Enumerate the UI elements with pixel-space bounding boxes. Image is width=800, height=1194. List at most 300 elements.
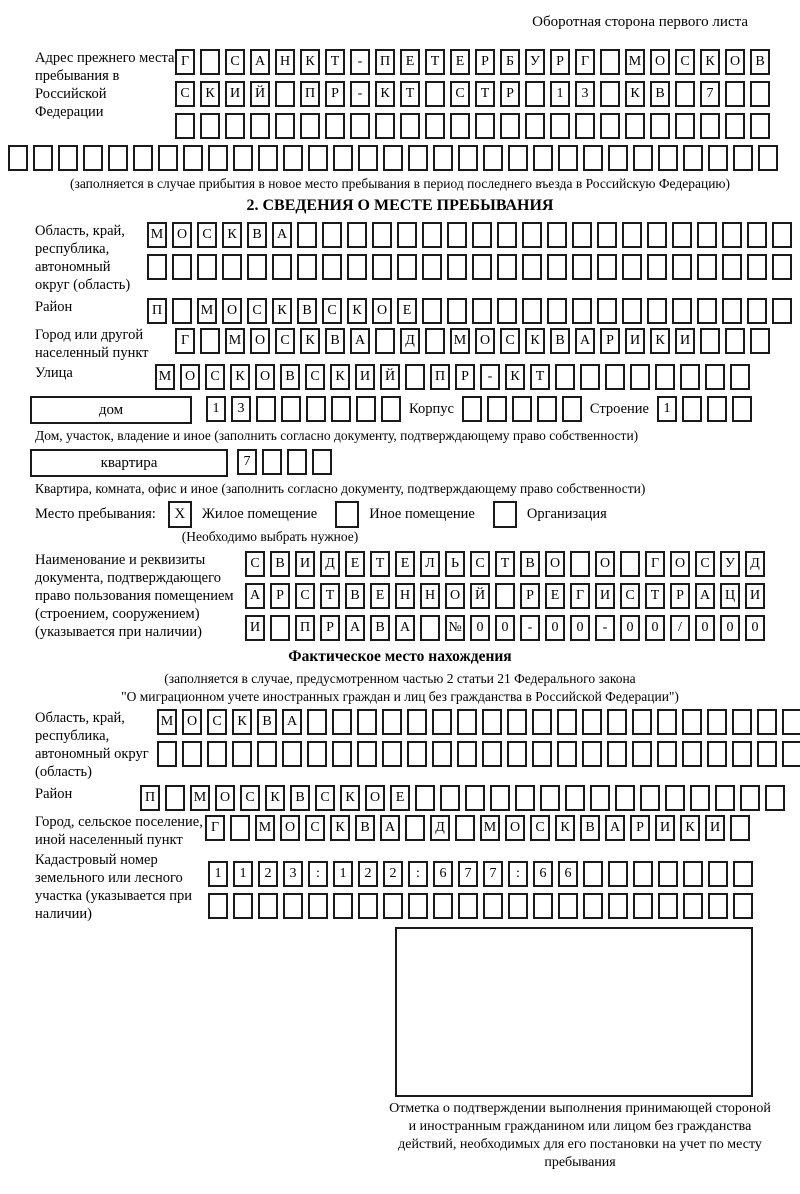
char-box[interactable]	[408, 145, 428, 171]
char-box[interactable]	[750, 81, 770, 107]
char-box[interactable]	[558, 145, 578, 171]
char-box[interactable]: Г	[570, 583, 590, 609]
char-box[interactable]	[533, 145, 553, 171]
char-box[interactable]	[657, 709, 677, 735]
char-box[interactable]	[83, 145, 103, 171]
char-box[interactable]	[283, 893, 303, 919]
char-box[interactable]: К	[505, 364, 525, 390]
char-box[interactable]: О	[650, 49, 670, 75]
char-box[interactable]	[257, 741, 277, 767]
char-box[interactable]	[482, 709, 502, 735]
char-box[interactable]: С	[295, 583, 315, 609]
char-box[interactable]	[200, 328, 220, 354]
char-box[interactable]	[458, 893, 478, 919]
char-box[interactable]	[525, 81, 545, 107]
char-box[interactable]	[447, 222, 467, 248]
char-box[interactable]	[232, 741, 252, 767]
char-box[interactable]	[672, 254, 692, 280]
char-box[interactable]	[465, 785, 485, 811]
char-box[interactable]: О	[505, 815, 525, 841]
char-box[interactable]	[208, 893, 228, 919]
char-box[interactable]: И	[245, 615, 265, 641]
char-box[interactable]: 6	[433, 861, 453, 887]
char-box[interactable]	[600, 49, 620, 75]
char-box[interactable]: В	[247, 222, 267, 248]
char-box[interactable]	[583, 893, 603, 919]
char-box[interactable]: С	[620, 583, 640, 609]
char-box[interactable]	[725, 113, 745, 139]
char-box[interactable]: 0	[470, 615, 490, 641]
char-box[interactable]	[533, 893, 553, 919]
char-box[interactable]: Е	[450, 49, 470, 75]
char-box[interactable]	[408, 893, 428, 919]
char-box[interactable]: В	[355, 815, 375, 841]
char-box[interactable]: К	[232, 709, 252, 735]
char-box[interactable]	[570, 551, 590, 577]
char-box[interactable]	[507, 709, 527, 735]
char-box[interactable]: Н	[275, 49, 295, 75]
char-box[interactable]	[733, 145, 753, 171]
char-box[interactable]: Е	[370, 583, 390, 609]
char-box[interactable]: Г	[205, 815, 225, 841]
char-box[interactable]	[690, 785, 710, 811]
char-box[interactable]: О	[365, 785, 385, 811]
checkbox-residential[interactable]: X	[168, 501, 192, 528]
char-box[interactable]	[757, 709, 777, 735]
char-box[interactable]	[347, 222, 367, 248]
char-box[interactable]: С	[275, 328, 295, 354]
char-box[interactable]: -	[520, 615, 540, 641]
char-box[interactable]	[597, 222, 617, 248]
char-box[interactable]: И	[355, 364, 375, 390]
char-box[interactable]: С	[322, 298, 342, 324]
char-box[interactable]: Й	[470, 583, 490, 609]
char-box[interactable]	[357, 741, 377, 767]
char-box[interactable]: К	[230, 364, 250, 390]
char-box[interactable]: В	[520, 551, 540, 577]
char-box[interactable]	[515, 785, 535, 811]
char-box[interactable]: 1	[333, 861, 353, 887]
char-box[interactable]: Б	[500, 49, 520, 75]
char-box[interactable]	[672, 298, 692, 324]
char-box[interactable]	[182, 741, 202, 767]
char-box[interactable]	[407, 741, 427, 767]
char-box[interactable]	[397, 254, 417, 280]
char-box[interactable]	[475, 113, 495, 139]
char-box[interactable]	[358, 145, 378, 171]
char-box[interactable]: К	[680, 815, 700, 841]
char-box[interactable]	[522, 222, 542, 248]
char-box[interactable]: -	[350, 81, 370, 107]
char-box[interactable]: Р	[550, 49, 570, 75]
char-box[interactable]	[383, 893, 403, 919]
char-box[interactable]: В	[650, 81, 670, 107]
char-box[interactable]	[647, 222, 667, 248]
char-box[interactable]: Ц	[720, 583, 740, 609]
char-box[interactable]: Р	[500, 81, 520, 107]
char-box[interactable]	[600, 81, 620, 107]
char-box[interactable]	[633, 861, 653, 887]
char-box[interactable]	[747, 254, 767, 280]
char-box[interactable]	[547, 254, 567, 280]
char-box[interactable]: Е	[400, 49, 420, 75]
char-box[interactable]	[732, 709, 752, 735]
char-box[interactable]	[381, 396, 401, 422]
char-box[interactable]	[508, 893, 528, 919]
char-box[interactable]	[307, 709, 327, 735]
char-box[interactable]: Д	[745, 551, 765, 577]
char-box[interactable]: С	[175, 81, 195, 107]
char-box[interactable]: 0	[570, 615, 590, 641]
char-box[interactable]: 7	[237, 449, 257, 475]
char-box[interactable]: /	[670, 615, 690, 641]
char-box[interactable]	[740, 785, 760, 811]
char-box[interactable]	[332, 741, 352, 767]
char-box[interactable]	[458, 145, 478, 171]
char-box[interactable]: И	[625, 328, 645, 354]
char-box[interactable]	[472, 222, 492, 248]
char-box[interactable]	[733, 893, 753, 919]
char-box[interactable]: О	[725, 49, 745, 75]
char-box[interactable]	[256, 396, 276, 422]
char-box[interactable]	[497, 254, 517, 280]
char-box[interactable]	[512, 396, 532, 422]
char-box[interactable]: К	[650, 328, 670, 354]
char-box[interactable]	[225, 113, 245, 139]
checkbox-other-premises[interactable]	[335, 501, 359, 528]
char-box[interactable]: О	[280, 815, 300, 841]
char-box[interactable]	[647, 298, 667, 324]
char-box[interactable]	[675, 81, 695, 107]
char-box[interactable]: В	[370, 615, 390, 641]
char-box[interactable]: Р	[520, 583, 540, 609]
char-box[interactable]	[708, 893, 728, 919]
char-box[interactable]: Е	[395, 551, 415, 577]
char-box[interactable]: О	[445, 583, 465, 609]
char-box[interactable]: -	[350, 49, 370, 75]
char-box[interactable]	[772, 222, 792, 248]
char-box[interactable]	[708, 861, 728, 887]
char-box[interactable]	[275, 113, 295, 139]
char-box[interactable]	[462, 396, 482, 422]
char-box[interactable]	[580, 364, 600, 390]
char-box[interactable]: О	[475, 328, 495, 354]
char-box[interactable]: Т	[370, 551, 390, 577]
char-box[interactable]	[555, 364, 575, 390]
char-box[interactable]: О	[670, 551, 690, 577]
char-box[interactable]: 0	[695, 615, 715, 641]
char-box[interactable]	[372, 254, 392, 280]
char-box[interactable]	[608, 861, 628, 887]
char-box[interactable]	[597, 298, 617, 324]
char-box[interactable]	[172, 298, 192, 324]
char-box[interactable]: А	[250, 49, 270, 75]
char-box[interactable]	[455, 815, 475, 841]
char-box[interactable]	[356, 396, 376, 422]
char-box[interactable]	[483, 893, 503, 919]
char-box[interactable]	[525, 113, 545, 139]
char-box[interactable]: Р	[670, 583, 690, 609]
char-box[interactable]: А	[695, 583, 715, 609]
char-box[interactable]	[582, 709, 602, 735]
char-box[interactable]	[282, 741, 302, 767]
char-box[interactable]: 1	[657, 396, 677, 422]
char-box[interactable]	[665, 785, 685, 811]
char-box[interactable]	[33, 145, 53, 171]
char-box[interactable]: А	[605, 815, 625, 841]
char-box[interactable]	[537, 396, 557, 422]
char-box[interactable]	[200, 49, 220, 75]
char-box[interactable]	[590, 785, 610, 811]
char-box[interactable]	[732, 741, 752, 767]
char-box[interactable]	[287, 449, 307, 475]
char-box[interactable]: -	[480, 364, 500, 390]
char-box[interactable]: П	[430, 364, 450, 390]
char-box[interactable]	[575, 113, 595, 139]
char-box[interactable]: П	[140, 785, 160, 811]
char-box[interactable]	[697, 298, 717, 324]
char-box[interactable]	[258, 893, 278, 919]
char-box[interactable]	[565, 785, 585, 811]
char-box[interactable]: О	[250, 328, 270, 354]
char-box[interactable]: Т	[325, 49, 345, 75]
char-box[interactable]: О	[255, 364, 275, 390]
char-box[interactable]: С	[500, 328, 520, 354]
char-box[interactable]: Н	[395, 583, 415, 609]
char-box[interactable]: С	[245, 551, 265, 577]
char-box[interactable]	[307, 741, 327, 767]
char-box[interactable]	[658, 861, 678, 887]
char-box[interactable]: К	[340, 785, 360, 811]
char-box[interactable]: К	[272, 298, 292, 324]
char-box[interactable]	[733, 861, 753, 887]
char-box[interactable]	[433, 893, 453, 919]
char-box[interactable]	[497, 298, 517, 324]
char-box[interactable]	[306, 396, 326, 422]
char-box[interactable]	[158, 145, 178, 171]
char-box[interactable]	[582, 741, 602, 767]
char-box[interactable]	[632, 709, 652, 735]
char-box[interactable]	[708, 145, 728, 171]
char-box[interactable]: С	[305, 815, 325, 841]
char-box[interactable]	[233, 145, 253, 171]
char-box[interactable]: 0	[745, 615, 765, 641]
char-box[interactable]: Г	[175, 49, 195, 75]
char-box[interactable]	[347, 254, 367, 280]
char-box[interactable]	[472, 254, 492, 280]
char-box[interactable]: Е	[545, 583, 565, 609]
char-box[interactable]: Н	[420, 583, 440, 609]
char-box[interactable]	[607, 741, 627, 767]
char-box[interactable]: С	[305, 364, 325, 390]
char-box[interactable]: Д	[430, 815, 450, 841]
char-box[interactable]	[722, 222, 742, 248]
char-box[interactable]: О	[545, 551, 565, 577]
char-box[interactable]	[622, 222, 642, 248]
char-box[interactable]	[322, 222, 342, 248]
char-box[interactable]	[707, 741, 727, 767]
char-box[interactable]	[647, 254, 667, 280]
char-box[interactable]	[772, 298, 792, 324]
char-box[interactable]	[420, 615, 440, 641]
char-box[interactable]: М	[157, 709, 177, 735]
char-box[interactable]: 7	[700, 81, 720, 107]
char-box[interactable]: К	[300, 49, 320, 75]
char-box[interactable]: А	[380, 815, 400, 841]
char-box[interactable]: А	[282, 709, 302, 735]
char-box[interactable]	[697, 254, 717, 280]
char-box[interactable]	[747, 298, 767, 324]
char-box[interactable]: В	[345, 583, 365, 609]
char-box[interactable]: В	[550, 328, 570, 354]
char-box[interactable]	[397, 222, 417, 248]
char-box[interactable]	[782, 709, 800, 735]
char-box[interactable]	[675, 113, 695, 139]
char-box[interactable]: М	[197, 298, 217, 324]
char-box[interactable]	[622, 254, 642, 280]
char-box[interactable]: О	[182, 709, 202, 735]
char-box[interactable]	[270, 615, 290, 641]
char-box[interactable]	[483, 145, 503, 171]
char-box[interactable]: К	[300, 328, 320, 354]
char-box[interactable]: 3	[283, 861, 303, 887]
char-box[interactable]	[683, 893, 703, 919]
char-box[interactable]: В	[257, 709, 277, 735]
char-box[interactable]	[425, 328, 445, 354]
char-box[interactable]	[680, 364, 700, 390]
char-box[interactable]: Е	[345, 551, 365, 577]
char-box[interactable]: 0	[620, 615, 640, 641]
char-box[interactable]: У	[720, 551, 740, 577]
char-box[interactable]: В	[297, 298, 317, 324]
char-box[interactable]	[482, 741, 502, 767]
char-box[interactable]: С	[205, 364, 225, 390]
char-box[interactable]	[308, 893, 328, 919]
char-box[interactable]	[572, 298, 592, 324]
char-box[interactable]: И	[675, 328, 695, 354]
char-box[interactable]: О	[222, 298, 242, 324]
char-box[interactable]	[547, 298, 567, 324]
char-box[interactable]: А	[245, 583, 265, 609]
char-box[interactable]: К	[330, 815, 350, 841]
char-box[interactable]	[608, 145, 628, 171]
char-box[interactable]	[422, 254, 442, 280]
char-box[interactable]: П	[147, 298, 167, 324]
char-box[interactable]	[495, 583, 515, 609]
char-box[interactable]	[405, 364, 425, 390]
char-box[interactable]	[332, 709, 352, 735]
char-box[interactable]: -	[595, 615, 615, 641]
char-box[interactable]: И	[745, 583, 765, 609]
char-box[interactable]: 3	[231, 396, 251, 422]
char-box[interactable]	[572, 222, 592, 248]
char-box[interactable]: М	[225, 328, 245, 354]
char-box[interactable]	[258, 145, 278, 171]
char-box[interactable]	[472, 298, 492, 324]
char-box[interactable]: Г	[175, 328, 195, 354]
char-box[interactable]	[707, 396, 727, 422]
char-box[interactable]: Т	[475, 81, 495, 107]
char-box[interactable]	[547, 222, 567, 248]
char-box[interactable]	[497, 222, 517, 248]
char-box[interactable]: Д	[400, 328, 420, 354]
char-box[interactable]	[300, 113, 320, 139]
char-box[interactable]	[357, 709, 377, 735]
char-box[interactable]: :	[508, 861, 528, 887]
char-box[interactable]: К	[375, 81, 395, 107]
char-box[interactable]: М	[480, 815, 500, 841]
char-box[interactable]: С	[675, 49, 695, 75]
char-box[interactable]	[197, 254, 217, 280]
char-box[interactable]: К	[700, 49, 720, 75]
char-box[interactable]: Р	[455, 364, 475, 390]
char-box[interactable]: А	[272, 222, 292, 248]
char-box[interactable]	[757, 741, 777, 767]
char-box[interactable]: О	[595, 551, 615, 577]
char-box[interactable]	[722, 254, 742, 280]
char-box[interactable]	[730, 364, 750, 390]
char-box[interactable]	[750, 328, 770, 354]
char-box[interactable]: К	[555, 815, 575, 841]
char-box[interactable]	[682, 709, 702, 735]
char-box[interactable]	[632, 741, 652, 767]
char-box[interactable]: 6	[558, 861, 578, 887]
char-box[interactable]: В	[280, 364, 300, 390]
char-box[interactable]: К	[222, 222, 242, 248]
char-box[interactable]: Т	[400, 81, 420, 107]
char-box[interactable]: К	[347, 298, 367, 324]
char-box[interactable]	[725, 81, 745, 107]
char-box[interactable]	[233, 893, 253, 919]
char-box[interactable]	[557, 741, 577, 767]
char-box[interactable]	[382, 741, 402, 767]
char-box[interactable]	[532, 741, 552, 767]
char-box[interactable]: В	[580, 815, 600, 841]
char-box[interactable]	[730, 815, 750, 841]
char-box[interactable]	[600, 113, 620, 139]
char-box[interactable]	[707, 709, 727, 735]
char-box[interactable]: А	[395, 615, 415, 641]
char-box[interactable]: В	[325, 328, 345, 354]
char-box[interactable]	[630, 364, 650, 390]
char-box[interactable]: М	[190, 785, 210, 811]
char-box[interactable]: М	[450, 328, 470, 354]
char-box[interactable]	[507, 741, 527, 767]
char-box[interactable]: С	[197, 222, 217, 248]
char-box[interactable]: П	[295, 615, 315, 641]
char-box[interactable]: О	[172, 222, 192, 248]
char-box[interactable]	[457, 709, 477, 735]
char-box[interactable]	[247, 254, 267, 280]
char-box[interactable]: Р	[325, 81, 345, 107]
char-box[interactable]: 0	[545, 615, 565, 641]
char-box[interactable]	[682, 741, 702, 767]
char-box[interactable]: К	[265, 785, 285, 811]
char-box[interactable]	[540, 785, 560, 811]
char-box[interactable]	[700, 113, 720, 139]
char-box[interactable]: №	[445, 615, 465, 641]
char-box[interactable]	[683, 145, 703, 171]
char-box[interactable]	[8, 145, 28, 171]
char-box[interactable]: У	[525, 49, 545, 75]
char-box[interactable]	[747, 222, 767, 248]
char-box[interactable]	[508, 145, 528, 171]
char-box[interactable]	[400, 113, 420, 139]
char-box[interactable]: Р	[630, 815, 650, 841]
char-box[interactable]: С	[450, 81, 470, 107]
char-box[interactable]	[157, 741, 177, 767]
char-box[interactable]: Р	[600, 328, 620, 354]
